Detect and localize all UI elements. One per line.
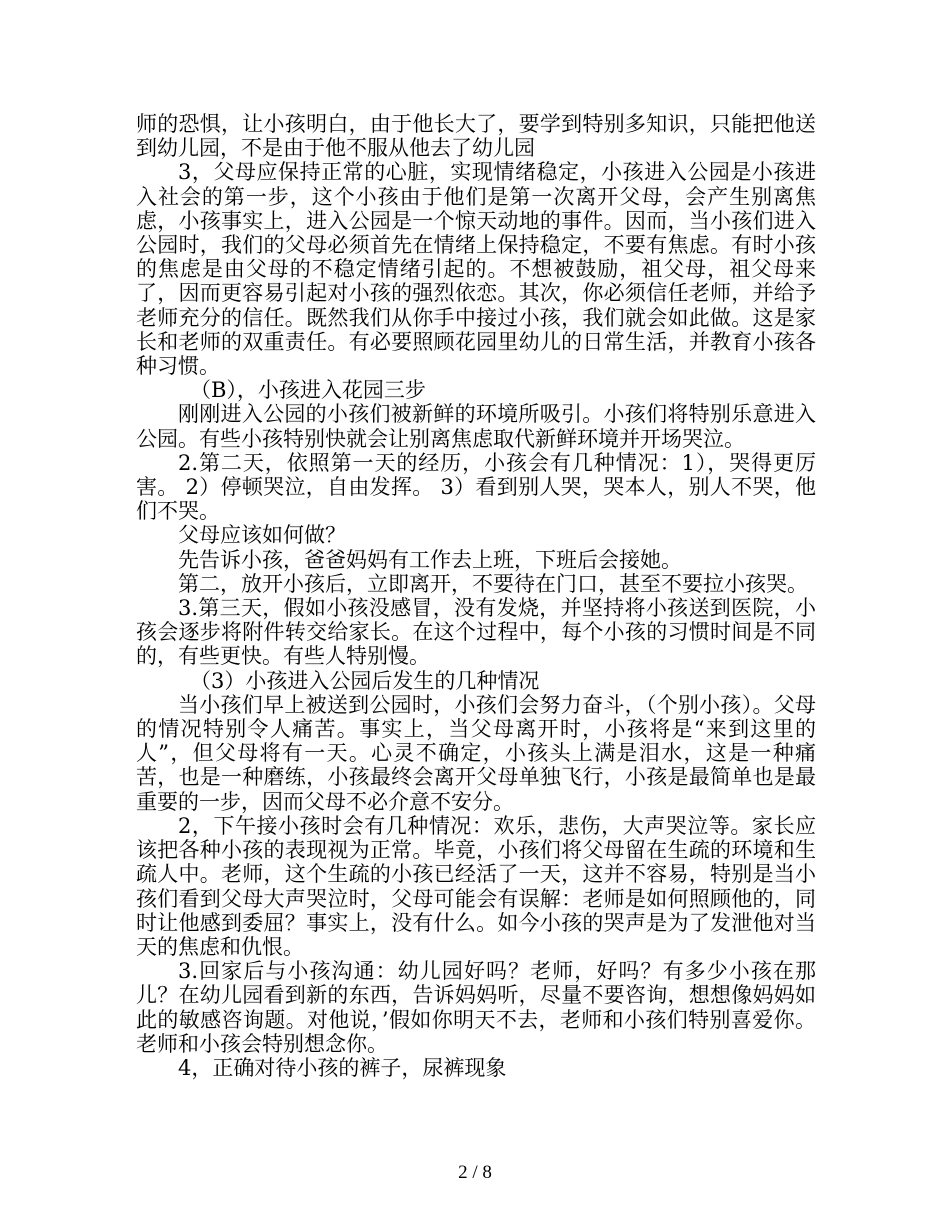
paragraph-communicate-home: 3.回家后与小孩沟通：幼儿园好吗？老师，好吗？有多少小孩在那儿？在幼儿园看到新的东西，告诉妈妈听，尽量不要咨询，想想像妈妈如此的敏感咨询题。对他说，’假如你明天不去，老师和小孩们特别喜爱你。老师和小孩会特别想念你。 [136, 959, 816, 1056]
paragraph-continuation: 师的恐惧，让小孩明白，由于他长大了，要学到特别多知识，只能把他送到幼儿园，不是由于他不服从他去了幼儿园 [136, 112, 816, 161]
section-heading-three-steps: （B），小孩进入花园三步 [190, 378, 426, 403]
page-number: 2 / 8 [458, 1162, 492, 1183]
paragraph-third-day: 3.第三天，假如小孩没感冒，没有发烧，并坚持将小孩送到医院，小孩会逐步将附件转交给家长。在这个过程中，每个小孩的习惯时间是不同的，有些更快。有些人特别慢。 [136, 596, 816, 669]
paragraph-tell-child: 先告诉小孩，爸爸妈妈有工作去上班，下班后会接她。 [178, 547, 682, 572]
document-body [136, 112, 816, 1080]
paragraph-question: 父母应该如何做？ [178, 523, 346, 548]
paragraph-leave-immediately: 第二，放开小孩后，立即离开，不要待在门口，甚至不要拉小孩哭。 [178, 571, 808, 596]
section-heading-situations: （3）小孩进入公园后发生的几种情况 [190, 668, 540, 693]
paragraph-afternoon-pickup: 2，下午接小孩时会有几种情况：欢乐，悲伤，大声哭泣等。家长应该把各种小孩的表现视为正常。毕竟，小孩们将父母留在生疏的环境和生疏人中。老师，这个生疏的小孩已经活了一天，这并不容易，特别是当小孩们看到父母大声哭泣时，父母可能会有误解：老师是如何照顾他的，同时让他感到委屈？事实上，没有什么。如今小孩的哭声是为了发泄他对当天的焦虑和仇恨。 [136, 813, 816, 959]
paragraph-morning-dropoff: 当小孩们早上被送到公园时，小孩们会努力奋斗，（个别小孩）。父母的情况特别令人痛苦。事实上，当父母离开时，小孩将是“来到这里的人”，但父母将有一天。心灵不确定，小孩头上满是泪水，这是一种痛苦，也是一种磨练，小孩最终会离开父母单独飞行，小孩是最简单也是最重要的一步，因而父母不必介意不安分。 [136, 692, 816, 814]
paragraph-second-day: 2.第二天，依照第一天的经历，小孩会有几种情况：1），哭得更厉害。 2）停顿哭泣，自由发挥。 3）看到别人哭，哭本人，别人不哭，他们不哭。 [136, 450, 816, 524]
paragraph-pants-wetting: 4，正确对待小孩的裤子，尿裤现象 [178, 1055, 507, 1080]
paragraph-parent-emotion: 3，父母应保持正常的心脏，实现情绪稳定，小孩进入公园是小孩进入社会的第一步，这个小孩由于他们是第一次离开父母，会产生别离焦虑，小孩事实上，进入公园是一个惊天动地的事件。因而，当小孩们进入公园时，我们的父母必须首先在情绪上保持稳定，不要有焦虑。有时小孩的焦虑是由父母的不稳定情绪引起的。不想被鼓励，祖父母，祖父母来了，因而更容易引起对小孩的强烈依恋。其次，你必须信任老师，并给予老师充分的信任。既然我们从你手中接过小孩，我们就会如此做。这是家长和老师的双重责任。有必要照顾花园里幼儿的日常生活，并教育小孩各种习惯。 [136, 160, 816, 379]
paragraph-first-day: 刚刚进入公园的小孩们被新鲜的环境所吸引。小孩们将特别乐意进入公园。有些小孩特别快就会让别离焦虑取代新鲜环境并开场哭泣。 [136, 402, 816, 451]
